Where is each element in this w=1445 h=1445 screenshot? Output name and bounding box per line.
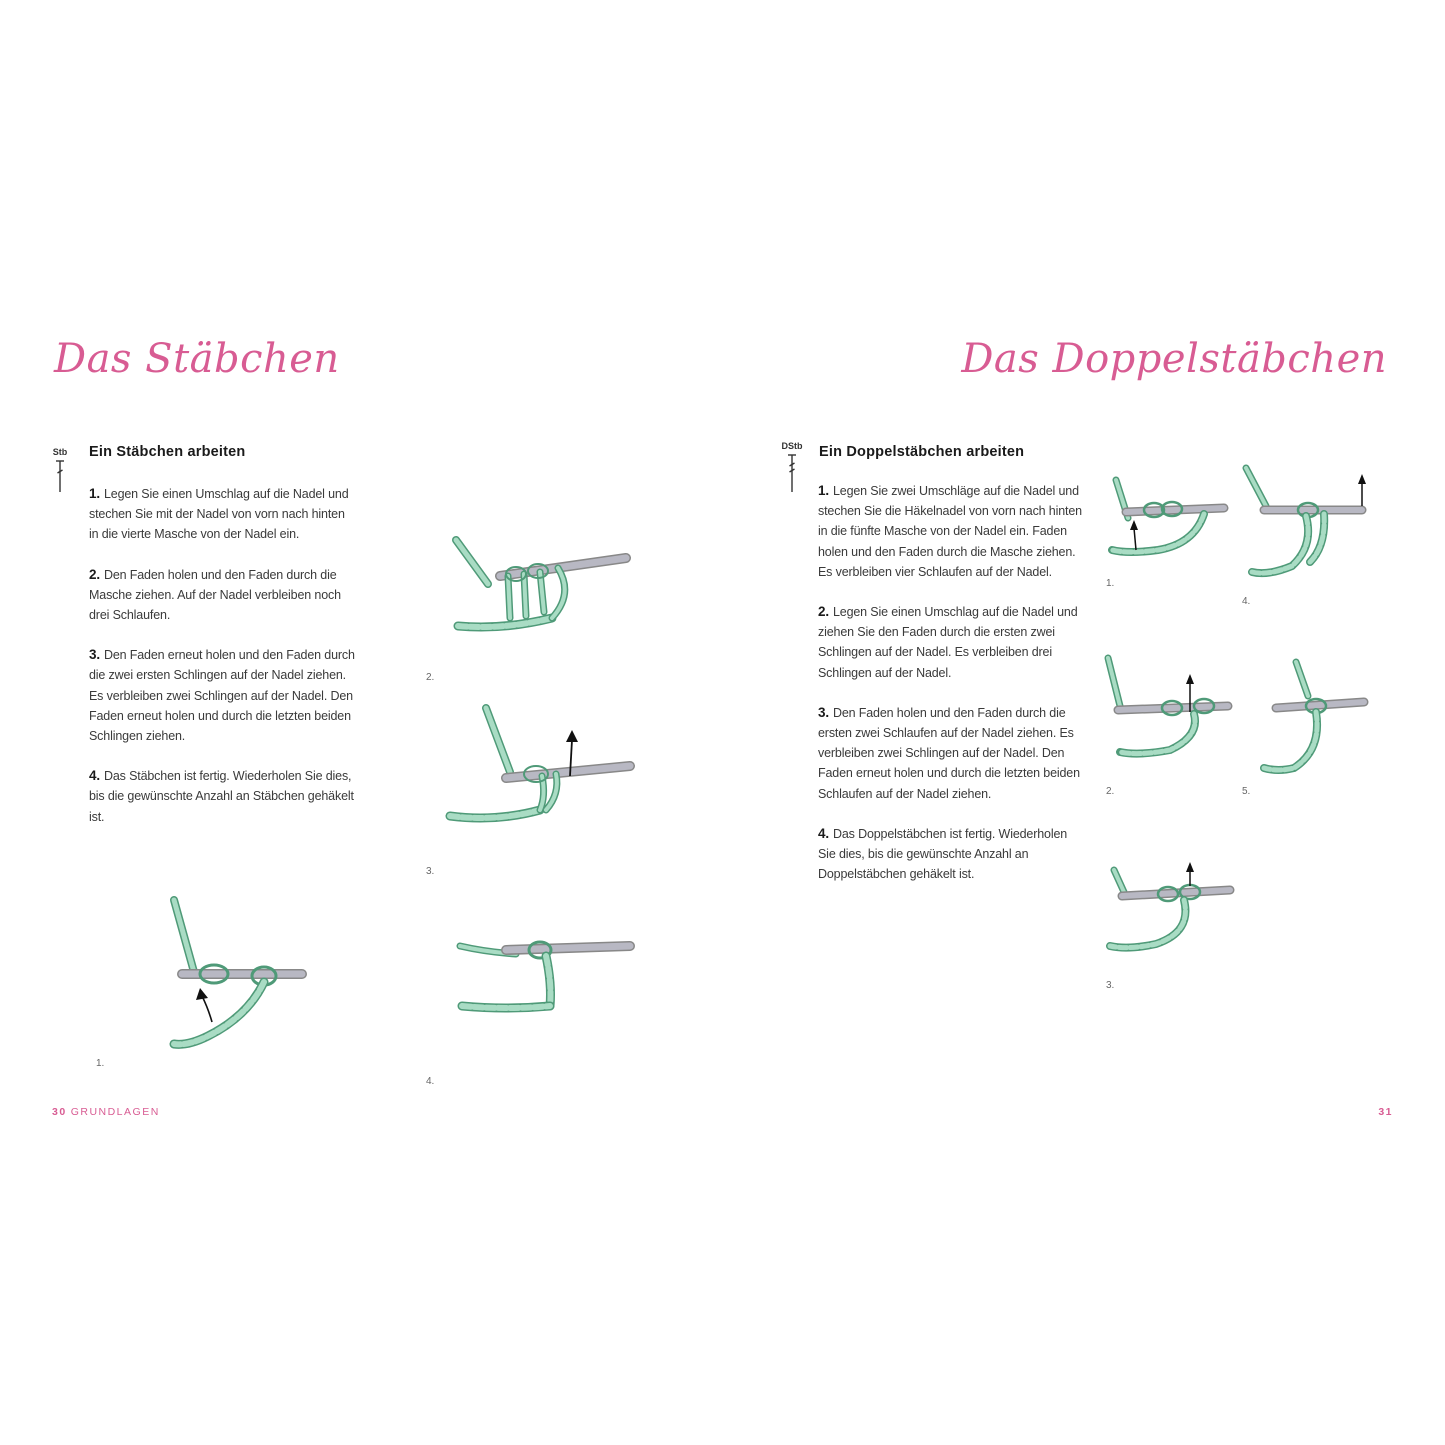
page-number: 30	[52, 1106, 67, 1118]
crochet-illustration	[1260, 660, 1370, 780]
instruction-step	[89, 484, 357, 545]
stitch-abbreviation: DStb	[781, 441, 803, 451]
instruction-steps-right	[818, 481, 1086, 904]
step-text: Den Faden erneut holen und den Faden durch die zwei ersten Schlingen auf der Nadel ziehen. Es verbleiben zwei Schlingen auf der Nadel. Den Faden erneut holen und durch die letzten beiden Schlingen ziehen.	[89, 648, 355, 744]
crochet-illustration	[444, 538, 634, 638]
page-number: 31	[1378, 1106, 1393, 1118]
stitch-symbol-right	[780, 441, 804, 493]
step-text: Legen Sie zwei Umschläge auf die Nadel und stechen Sie die Häkelnadel von vorn nach hinten in die fünfte Masche von der Nadel ein. Faden holen und den Faden durch die Masche ziehen. Es verbleiben vier Schlaufen auf der Nadel.	[818, 484, 1082, 579]
crochet-illustration	[1108, 478, 1228, 568]
stitch-symbol-left	[48, 447, 72, 493]
figure-number: 5.	[1242, 786, 1251, 797]
step-number: 2.	[818, 604, 829, 620]
page-title-left: Das Stäbchen	[54, 336, 340, 382]
instruction-step	[818, 602, 1086, 683]
instruction-step	[89, 645, 357, 746]
step-text: Das Doppelstäbchen ist fertig. Wiederholen Sie dies, bis die gewünschte Anzahl an Doppelstäbchen gehäkelt ist.	[818, 826, 1068, 882]
figure-number: 1.	[1106, 578, 1115, 589]
step-text: Das Stäbchen ist fertig. Wiederholen Sie dies, bis die gewünschte Anzahl an Stäbchen gehäkelt ist.	[89, 769, 354, 824]
section-heading-left: Ein Stäbchen arbeiten	[89, 444, 246, 460]
step-number: 2.	[89, 566, 100, 582]
figure-number: 3.	[1106, 980, 1115, 991]
footer-section-name: GRUNDLAGEN	[70, 1106, 160, 1118]
crochet-illustration	[168, 896, 318, 1056]
figure-step-2-right	[1104, 656, 1234, 797]
footer-right	[1378, 1106, 1393, 1118]
instruction-step	[818, 481, 1086, 582]
step-number: 4.	[818, 825, 829, 841]
double-crochet-symbol-icon	[55, 459, 65, 493]
step-number: 1.	[818, 483, 829, 498]
instruction-step	[89, 565, 357, 626]
figure-step-5-right	[1242, 660, 1370, 797]
figure-step-3-left	[426, 706, 636, 877]
instruction-steps-left	[89, 484, 357, 847]
step-text: Den Faden holen und den Faden durch die ersten zwei Schlaufen auf der Nadel ziehen. Es verbleiben zwei Schlingen auf der Nadel. Den Faden erneut holen und durch die letzten beiden Schlaufen auf der Nadel ziehen.	[818, 705, 1080, 801]
figure-step-4-right	[1242, 466, 1374, 607]
figure-step-1-right	[1106, 478, 1228, 589]
crochet-illustration	[1244, 466, 1374, 586]
section-heading-right: Ein Doppelstäbchen arbeiten	[819, 444, 1025, 460]
treble-crochet-symbol-icon	[787, 453, 797, 493]
instruction-step	[818, 824, 1086, 885]
step-number: 4.	[89, 768, 100, 784]
figure-number: 3.	[426, 866, 435, 877]
figure-step-1-left	[96, 896, 318, 1069]
step-text: Den Faden holen und den Faden durch die Masche ziehen. Auf der Nadel verbleiben noch drei Schlaufen.	[89, 567, 341, 623]
figure-number: 2.	[426, 672, 435, 683]
figure-number: 4.	[426, 1076, 435, 1087]
crochet-illustration	[1106, 856, 1236, 966]
step-number: 3.	[89, 647, 100, 663]
instruction-step	[89, 766, 357, 827]
step-text: Legen Sie einen Umschlag auf die Nadel und stechen Sie mit der Nadel von vorn nach hinten in die vierte Masche von der Nadel ein.	[89, 487, 349, 542]
stitch-abbreviation: Stb	[52, 447, 68, 457]
figure-step-2-left	[426, 538, 634, 683]
crochet-illustration	[1104, 656, 1234, 766]
crochet-illustration	[446, 706, 636, 836]
figure-number: 4.	[1242, 596, 1251, 607]
figure-number: 1.	[96, 1058, 105, 1069]
figure-step-4-left	[426, 934, 636, 1087]
page-title-right: Das Doppelstäbchen	[961, 336, 1387, 382]
crochet-illustration	[456, 934, 636, 1024]
footer-left	[52, 1106, 160, 1118]
step-number: 3.	[818, 704, 829, 720]
instruction-step	[818, 703, 1086, 804]
figure-number: 2.	[1106, 786, 1115, 797]
figure-step-3-right	[1106, 856, 1236, 991]
step-number: 1.	[89, 486, 100, 501]
step-text: Legen Sie einen Umschlag auf die Nadel und ziehen Sie den Faden durch die ersten zwei Schlingen auf der Nadel. Es verbleiben drei Schlingen auf der Nadel.	[818, 605, 1078, 680]
